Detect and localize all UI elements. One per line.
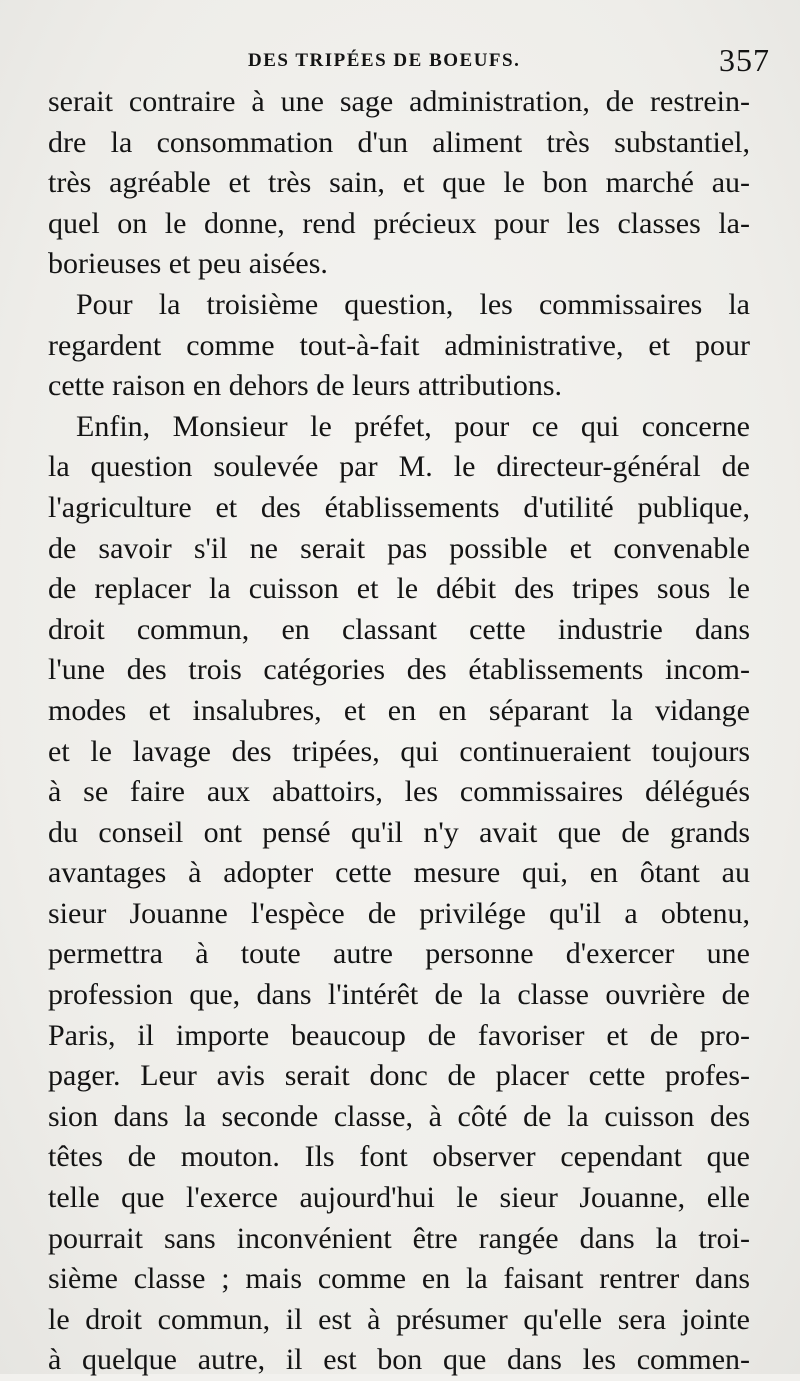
text-line: sion dans la seconde classe, à côté de la cuisson des — [48, 1099, 750, 1133]
text-line: permettra à toute autre personne d'exercer une — [48, 937, 750, 971]
text-line: avantages à adopter cette mesure qui, en ôtant au — [48, 856, 750, 890]
text-line: à quelque autre, il est bon que dans les commen- — [48, 1343, 750, 1377]
page-number: 357 — [719, 42, 770, 78]
text-line: très agréable et très sain, et que le bon marché au- — [48, 166, 750, 200]
text-line: sieur Jouanne l'espèce de privilége qu'il a obtenu, — [48, 896, 750, 930]
text-line: à se faire aux abattoirs, les commissaires délégués — [48, 775, 750, 809]
text-line: telle que l'exerce aujourd'hui le sieur Jouanne, elle — [48, 1181, 750, 1215]
text-line: la question soulevée par M. le directeur-général de — [48, 450, 750, 484]
text-line: serait contraire à une sage administration, de restrein- — [48, 85, 750, 118]
text-line: l'une des trois catégories des établissements incom- — [48, 653, 750, 687]
text-line: Enfin, Monsieur le préfet, pour ce qui concerne — [76, 409, 750, 443]
text-line: droit commun, en classant cette industrie dans — [48, 612, 750, 646]
text-line: du conseil ont pensé qu'il n'y avait que de grands — [48, 815, 750, 849]
text-line: de savoir s'il ne serait pas possible et convenable — [48, 531, 750, 565]
text-line: et le lavage des tripées, qui continueraient toujours — [48, 734, 750, 768]
text-line: Paris, il importe beaucoup de favoriser et de pro- — [48, 1018, 750, 1052]
text-line: regardent comme tout-à-fait administrative, et pour — [48, 328, 750, 362]
body-text — [48, 82, 750, 1381]
text-line: dre la consommation d'un aliment très substantiel, — [48, 125, 750, 159]
text-line: pager. Leur avis serait donc de placer cette profes- — [48, 1059, 750, 1093]
text-line: cette raison en dehors de leurs attributions. — [48, 369, 563, 403]
text-line: le droit commun, il est à présumer qu'elle sera jointe — [48, 1302, 750, 1336]
text-line: pourrait sans inconvénient être rangée dans la troi- — [48, 1221, 750, 1255]
text-line: borieuses et peu aisées. — [48, 247, 328, 281]
running-head — [48, 42, 770, 82]
text-line: l'agriculture et des établissements d'utilité publique, — [48, 490, 750, 524]
running-title: DES TRIPÉES DE BOEUFS. — [248, 50, 521, 71]
text-line: profession que, dans l'intérêt de la classe ouvrière de — [48, 978, 750, 1012]
text-line: Pour la troisième question, les commissaires la — [76, 287, 750, 321]
text-line: modes et insalubres, et en en séparant la vidange — [48, 693, 750, 727]
text-line: sième classe ; mais comme en la faisant rentrer dans — [48, 1262, 750, 1296]
text-line: quel on le donne, rend précieux pour les classes la- — [48, 206, 750, 240]
text-line: de replacer la cuisson et le débit des tripes sous le — [48, 572, 750, 606]
text-line: têtes de mouton. Ils font observer cependant que — [48, 1140, 750, 1174]
